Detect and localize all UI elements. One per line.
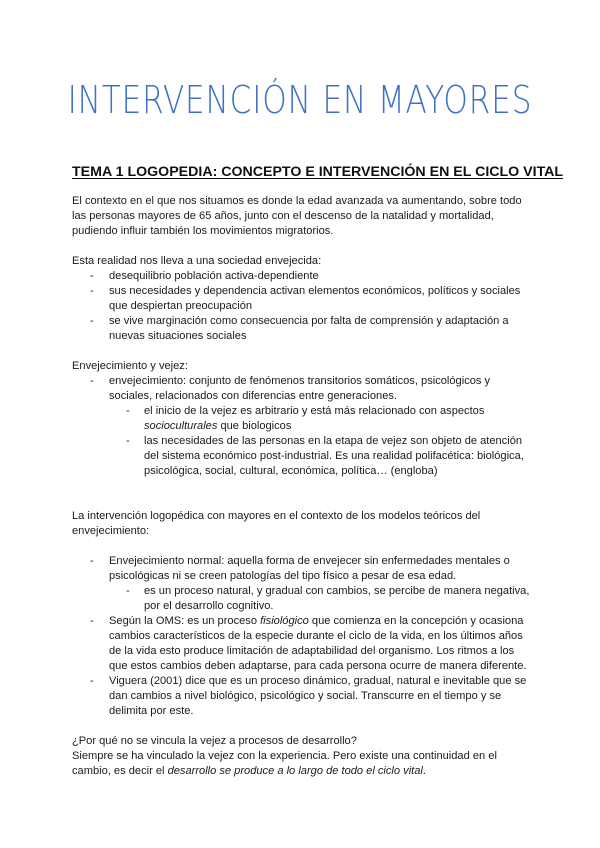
list-item	[72, 404, 532, 434]
list-item: - las necesidades de las personas en la etapa de vejez son objeto de atención del sistema económico post-industrial. Es una realidad polifacética: biológica, psicológica, social, cultural, económica, política… (engloba)	[72, 434, 532, 479]
list-item: - Envejecimiento normal: aquella forma de envejecer sin enfermedades mentales o psicológicas ni se creen patologías del tipo físico a pesar de esa edad.	[72, 554, 532, 584]
page-title: INTERVENCIÓN EN MAYORES	[67, 78, 533, 122]
text-run: el inicio de la vejez es arbitrario y está más relacionado con aspectos	[144, 405, 485, 417]
aging-list	[72, 374, 532, 404]
society-lead: Esta realidad nos lleva a una sociedad envejecida:	[72, 255, 322, 267]
intervention-lead: La intervención logopédica con mayores en el contexto de los modelos teóricos del envejecimiento:	[72, 510, 481, 537]
aging-lead: Envejecimiento y vejez:	[72, 360, 188, 372]
answer-paragraph	[72, 749, 532, 779]
list-item	[72, 614, 532, 674]
intervention-sublist	[72, 584, 532, 614]
italic-term: socioculturales	[144, 420, 218, 432]
document-body	[72, 194, 532, 779]
list-item: - desequilibrio población activa-dependiente	[72, 269, 532, 284]
text-run: Según la OMS: es un proceso	[109, 615, 261, 627]
list-item: - envejecimiento: conjunto de fenómenos transitorios somáticos, psicológicos y sociales, relacionados con diferencias entre generaciones.	[72, 374, 532, 404]
text-run: que biologicos	[217, 420, 292, 432]
italic-term: desarrollo se produce a lo largo de todo el ciclo vital	[167, 765, 423, 777]
intro-paragraph: El contexto en el que nos situamos es donde la edad avanzada va aumentando, sobre todo las personas mayores de 65 años, junto con el descenso de la natalidad y mortalidad, pudiendo influir también los movimientos migratorios.	[72, 195, 522, 237]
list-item: - sus necesidades y dependencia activan elementos económicos, políticos y sociales que despiertan preocupación	[72, 284, 532, 314]
text-run: que comienza en la concepción y ocasiona cambios característicos de la especie durante el ciclo de la vida, en los últimos años de la vida esto produce limitación de adaptabilidad del organismo. Los ritmos a los que estos cambios deben adaptarse, para cada persona ocurre de manera diferente.	[109, 615, 527, 672]
aging-sublist	[72, 404, 532, 479]
list-item: - es un proceso natural, y gradual con cambios, se percibe de manera negativa, por el desarrollo cognitivo.	[72, 584, 532, 614]
intervention-list-2	[72, 614, 532, 719]
list-item: - Viguera (2001) dice que es un proceso dinámico, gradual, natural e inevitable que se dan cambios a nivel biológico, psicológico y social. Transcurre en el tiempo y se delimita por este.	[72, 674, 532, 719]
topic-heading: TEMA 1 LOGOPEDIA: CONCEPTO E INTERVENCIÓN EN EL CICLO VITAL	[72, 164, 564, 180]
question: ¿Por qué no se vincula la vejez a procesos de desarrollo?	[72, 735, 357, 747]
society-list	[72, 269, 532, 344]
text-run: .	[422, 765, 426, 777]
list-item: - se vive marginación como consecuencia por falta de comprensión y adaptación a nuevas situaciones sociales	[72, 314, 532, 344]
italic-term: fisiológico	[260, 615, 309, 627]
text-run: Siempre se ha vinculado la vejez con la experiencia. Pero existe una continuidad en el cambio, es decir el	[72, 750, 497, 777]
intervention-list	[72, 554, 532, 584]
